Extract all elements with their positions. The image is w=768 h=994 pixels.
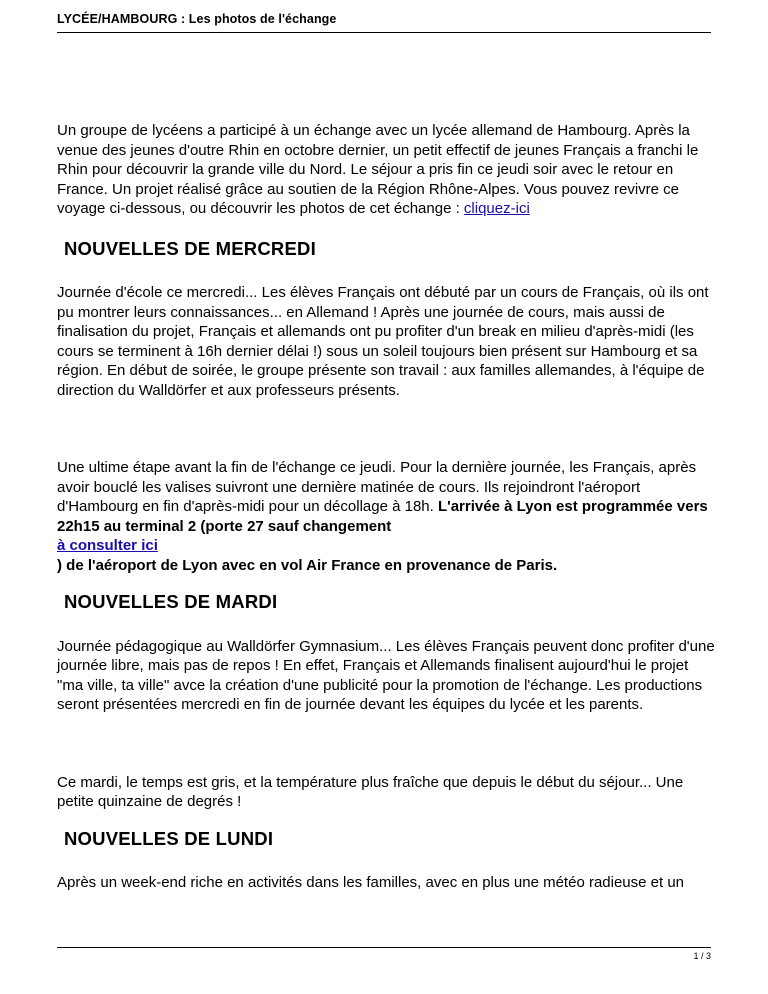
wednesday-paragraph-2 <box>57 458 715 575</box>
header-divider <box>57 32 711 33</box>
section-heading-monday: NOUVELLES DE LUNDI <box>64 827 274 849</box>
footer-divider <box>57 947 711 948</box>
monday-paragraph-1: Après un week-end riche en activités dans les familles, avec en plus une météo radieuse et un <box>57 874 685 891</box>
page-header-title: LYCÉE/HAMBOURG : Les photos de l'échange <box>57 12 337 26</box>
intro-text: Un groupe de lycéens a participé à un échange avec un lycée allemand de Hambourg. Après la venue des jeunes d'outre Rhin en octobre dernier, un petit effectif de jeunes Français a franchi le Rhin pour découvrir la grande ville du Nord. Le séjour a pris fin ce jeudi soir avec le retour en France. Un projet réalisé grâce au soutien de la Région Rhône-Alpes. Vous pouvez revivre ce voyage ci-dessous, ou découvrir les photos de cet échange : <box>57 122 699 217</box>
article-body <box>57 121 715 893</box>
wednesday-paragraph-2-text: Une ultime étape avant la fin de l'échange ce jeudi. Pour la dernière journée, les Français, après avoir bouclé les valises suivront une dernière matinée de cours. Ils rejoindront l'aéroport d'Hambourg en fin d'après-midi pour un décollage à 18h. <box>57 459 697 515</box>
wednesday-paragraph-1: Journée d'école ce mercredi... Les élèves Français ont débuté par un cours de Français, où ils ont pu montrer leurs connaissances... en Allemand ! Après une journée de cours, mais aussi de finalisation du projet, Français et allemands ont pu profiter d'un break en milieu d'après-midi (les cours se terminent à 16h dernier délai !) sous un soleil toujours bien présent sur Hambourg et sa région. En début de soirée, le groupe présente son travail : aux familles allemandes, à l'équipe de direction du Walldörfer et aux professeurs présents. <box>57 284 709 399</box>
photos-link[interactable]: cliquez-ici <box>463 200 530 217</box>
tuesday-paragraph-1: Journée pédagogique au Walldörfer Gymnasium... Les élèves Français peuvent donc profiter d'une journée libre, mais pas de repos ! En effet, Français et Allemands finalisent aujourd'hui le projet "ma ville, ta ville" avce la création d'une publicité pour la promotion de l'échange. Les productions seront présentées mercredi en fin de journée devant les équipes du lycée et les parents. <box>57 637 715 713</box>
intro-paragraph <box>57 121 715 219</box>
section-heading-wednesday: NOUVELLES DE MERCREDI <box>64 237 316 259</box>
page-number: 1 / 3 <box>693 951 711 961</box>
schedule-link[interactable]: à consulter ici <box>57 537 158 554</box>
arrival-info-end: ) de l'aéroport de Lyon avec en vol Air France en provenance de Paris. <box>57 556 558 574</box>
arrival-info: L'arrivée à Lyon est programmée vers 22h15 au terminal 2 (porte 27 sauf changement <box>57 498 708 535</box>
section-heading-tuesday: NOUVELLES DE MARDI <box>64 591 278 612</box>
tuesday-paragraph-2: Ce mardi, le temps est gris, et la température plus fraîche que depuis le début du séjour... Une petite quinzaine de degrés ! <box>57 773 684 810</box>
